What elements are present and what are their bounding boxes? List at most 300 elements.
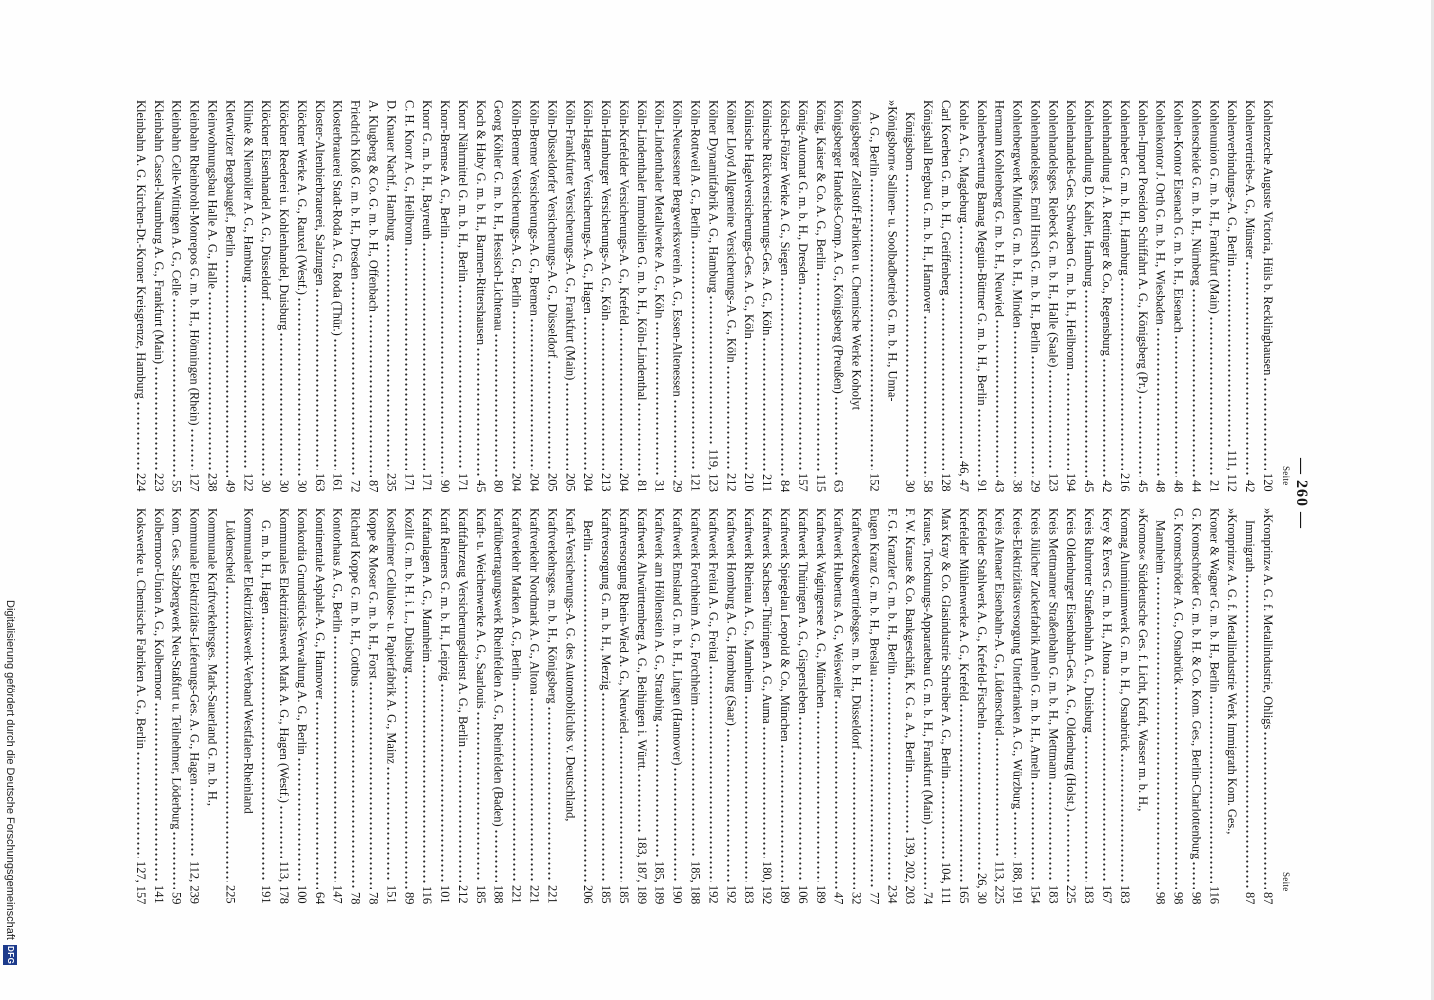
dot-leader: [399, 247, 417, 470]
index-entry: [525, 508, 543, 904]
entry-page-numbers: 100: [294, 885, 309, 904]
entry-page-numbers: 80: [491, 479, 506, 492]
index-entry: [614, 508, 632, 904]
dot-leader: [310, 288, 328, 471]
index-entry: [668, 508, 686, 904]
dot-leader: [972, 731, 990, 870]
entry-page-numbers: 115: [813, 473, 828, 492]
entry-name: Kraft- u. Weichenwerke A. G., Saarlouis: [473, 508, 488, 709]
entry-page-numbers: 77: [867, 891, 882, 904]
index-entry: [847, 508, 865, 904]
dot-leader: [346, 689, 364, 889]
entry-name: Kraftversorgung Rhein-Wied A. G., Neuwied: [616, 508, 631, 734]
entry-page-numbers: 127, 157: [133, 860, 148, 904]
digitization-footer: [3, 600, 17, 965]
entry-name: »Kronprinz« A. G. f. Metallindustrie Werk Immigrath Kom. Ges.,: [1225, 508, 1240, 835]
dot-leader: [310, 701, 328, 888]
index-entry: [650, 508, 668, 904]
index-entry: [1187, 508, 1205, 904]
index-entry: [686, 508, 704, 904]
dot-leader: [829, 700, 847, 888]
entry-name: Kohlenhandels-Ges. Schwaben G. m. b. H., Heilbronn: [1064, 100, 1079, 370]
index-entry: [1151, 100, 1169, 492]
index-entry: [668, 100, 686, 492]
dot-leader: [149, 702, 167, 883]
entry-name: Kommunale Elektrizitäts-Lieferungs-Ges. A. G., Hagen: [187, 508, 202, 785]
entry-page-numbers: 216: [1117, 473, 1132, 492]
entry-page-numbers: 171: [402, 473, 417, 492]
dot-leader: [739, 341, 757, 471]
dot-leader: [525, 697, 543, 883]
index-entry: [471, 508, 489, 904]
seite-header-left-column: Seite: [1281, 466, 1291, 486]
index-entry: [1169, 100, 1187, 492]
dot-leader: [1169, 335, 1187, 477]
dot-leader: [1008, 811, 1026, 858]
index-entry: [1008, 100, 1026, 492]
entry-page-numbers: 30: [259, 479, 274, 492]
dot-leader: [668, 767, 686, 882]
index-column-right: [131, 508, 1277, 904]
index-entry: [1258, 508, 1276, 904]
entry-page-numbers: 81: [634, 479, 649, 492]
dot-leader: [829, 396, 847, 477]
dot-leader: [346, 281, 364, 476]
entry-name: Königsberger Handels-Comp. A. G., Königsberg (Preußen): [831, 100, 846, 394]
entry-page-numbers: 55: [169, 479, 184, 492]
entry-name: Kölner Dynamitfabrik A. G., Hamburg: [706, 100, 721, 293]
dot-leader: [417, 242, 435, 471]
index-entry: [274, 508, 292, 904]
dot-leader: [185, 787, 203, 858]
index-entry: [865, 508, 883, 904]
index-entry: [990, 100, 1008, 492]
entry-name: Kostheimer Cellulose- u. Papierfabrik A. G., Mainz: [384, 508, 399, 765]
dot-leader: [1026, 355, 1044, 477]
index-entry: [1097, 508, 1115, 904]
entry-page-numbers: 191: [259, 885, 274, 904]
entry-page-numbers: 112, 239: [187, 861, 202, 904]
entry-page-numbers: 45: [1135, 479, 1150, 492]
entry-name: Königsborn: [903, 112, 918, 171]
entry-name: Königshall Bergbau G. m. b. H., Hannover: [921, 100, 936, 313]
dot-leader: [686, 240, 704, 470]
index-entry: [1258, 100, 1276, 492]
entry-name: Kraftwerk Wagingersee A. G., München: [813, 508, 828, 709]
entry-name: G. Kromschröder G. m. b. H. & Co. Kom. Ges., Berlin-Charlottenburg: [1189, 508, 1204, 860]
entry-name: Kraftfahrzeug Versicherungsdienst A. G., Berlin: [455, 508, 470, 747]
entry-name: Krefelder Stahlwerk A. G., Krefeld-Fischeln: [974, 508, 989, 729]
entry-page-numbers: 183, 187, 189: [634, 835, 649, 904]
index-entry: [775, 508, 793, 904]
index-entry: [507, 508, 525, 904]
index-entry: [542, 508, 560, 904]
dot-leader: [131, 401, 149, 471]
index-entry: [793, 100, 811, 492]
dot-leader: [775, 277, 793, 476]
dot-leader: [990, 319, 1008, 477]
index-entry: [990, 508, 1008, 904]
entry-name: Kraftwerk Emsland G. m. b. H., Lingen (Hannover): [670, 508, 685, 766]
entry-name: Königsberger Zellstoff-Fabriken u. Chemische Werke Koholyt: [849, 100, 864, 411]
entry-name: F. W. Krause & Co. Bankgeschäft, K. G. a. A., Berlin: [903, 508, 918, 773]
dot-leader: [614, 735, 632, 882]
entry-name: Kommunale Kraftverkehrsges. Mark-Sauerland G. m. b. H.,: [205, 508, 220, 806]
entry-page-numbers: 204: [509, 473, 524, 492]
entry-page-numbers: 78: [366, 891, 381, 904]
dot-leader: [1151, 576, 1169, 889]
index-entry: [954, 508, 972, 904]
entry-page-numbers: 113, 225: [992, 861, 1007, 904]
dot-leader: [364, 314, 382, 477]
entry-name: Kraftanlagen A. G., Mannheim: [420, 508, 435, 663]
index-entry: [1097, 100, 1115, 492]
dot-leader: [954, 703, 972, 882]
entry-name: Kreis Oldenburger Eisenbahn-Ges. A. G., Oldenburg (Holst.): [1064, 508, 1079, 812]
entry-name: Kroner & Wagner G. m. b. H., Berlin: [1207, 508, 1222, 693]
entry-name: Kohle A. G., Magdeburg: [956, 100, 971, 223]
dot-leader: [1258, 731, 1276, 888]
index-entry: [1187, 100, 1205, 492]
dot-leader: [435, 683, 453, 882]
entry-name: Köln-Frankfurter Versicherungs-A. G., Frankfurt (Main): [563, 100, 578, 381]
index-entry: [829, 100, 847, 492]
index-entry: [596, 100, 614, 492]
dot-leader: [381, 766, 399, 882]
entry-page-numbers: 104, 111: [938, 861, 953, 904]
entry-page-numbers: 87: [1261, 891, 1276, 904]
index-entry: [328, 508, 346, 904]
page-number: — 260 —: [1293, 458, 1310, 529]
entry-page-numbers: 204: [581, 473, 596, 492]
index-entry: [1133, 100, 1151, 492]
entry-name: Köln-Bremer Versicherungs-A. G., Bremen: [527, 100, 542, 316]
index-entry: [704, 100, 722, 492]
entry-name: Kohlenbewertung Bamag Meguin-Büttner G. m. b. H., Berlin: [974, 100, 989, 406]
entry-page-numbers: 161: [330, 473, 345, 492]
index-entry: [149, 100, 167, 492]
dot-leader: [578, 553, 596, 882]
index-entry: [1061, 100, 1079, 492]
index-entry: [1222, 508, 1240, 904]
entry-page-numbers: 84: [777, 479, 792, 492]
entry-name: C. H. Knorr A. G., Heilbronn: [402, 100, 417, 246]
entry-name: Klöckner Werke A. G., Rauxel (Westf.): [294, 100, 309, 295]
entry-name: Kohlenscheide G. m. b. H., Nürnberg: [1189, 100, 1204, 286]
entry-page-numbers: 221: [509, 885, 524, 904]
index-entry: [525, 100, 543, 492]
index-entry: [167, 508, 185, 904]
entry-page-numbers: 21: [1207, 479, 1222, 492]
dot-leader: [471, 347, 489, 477]
index-entry: [1043, 508, 1061, 904]
entry-name: Köln-Hamburger Versicherungs-A. G., Köln: [599, 100, 614, 321]
entry-page-numbers: 183: [742, 885, 757, 904]
entry-page-numbers: 185: [616, 885, 631, 904]
index-entry: [721, 508, 739, 904]
entry-name: Kreis-Elektrizitätsversorgung Unterfranken A. G., Würzburg: [1010, 508, 1025, 810]
entry-page-numbers: 205: [545, 473, 560, 492]
index-entry: [1204, 508, 1222, 904]
entry-page-numbers: 213: [599, 473, 614, 492]
index-entry: [936, 100, 954, 492]
entry-name: Richard Koppe G. m. b. H., Cottbus: [348, 508, 363, 687]
index-entry: [1222, 100, 1240, 492]
entry-page-numbers: 48: [1153, 479, 1168, 492]
entry-name: Kohlen-Import Poseidon Schiffahrt A. G., Königsberg (Pr.): [1135, 100, 1150, 394]
entry-page-numbers: 91: [974, 479, 989, 492]
entry-name: Georg Köhler G. m. b. H., Hessisch-Lichtenau: [491, 100, 506, 331]
entry-name: Kokswerke u. Chemische Fabriken A. G., Berlin: [133, 508, 148, 749]
entry-name: Berlin: [581, 520, 596, 551]
dot-leader: [489, 829, 507, 883]
index-entry: [185, 508, 203, 904]
index-entry-continuation: [220, 508, 238, 904]
dot-leader: [292, 757, 310, 883]
dot-leader: [220, 259, 238, 477]
entry-page-numbers: 204: [616, 473, 631, 492]
entry-page-numbers: 122: [241, 473, 256, 492]
dot-leader: [793, 716, 811, 883]
dot-leader: [453, 284, 471, 470]
entry-name: Kraftwerk Thüringen A. G., Gispersleben: [795, 508, 810, 714]
dot-leader: [542, 706, 560, 883]
entry-name: Krefelder Mühlenwerke A. G., Krefeld: [956, 508, 971, 702]
dot-leader: [811, 272, 829, 471]
index-entry: [399, 100, 417, 492]
dot-leader: [775, 744, 793, 883]
dot-leader: [1187, 288, 1205, 477]
dot-leader: [256, 616, 274, 882]
entry-name: Knorr G. m. b. H., Bayreuth: [420, 100, 435, 240]
dot-leader: [399, 675, 417, 889]
entry-page-numbers: 47: [831, 891, 846, 904]
entry-name: Konkordia Grundstücks-Verwaltung A. G., Berlin: [294, 508, 309, 755]
entry-page-numbers: 210: [742, 473, 757, 492]
entry-name: Hermann Kohlenberg G. m. b. H., Neuwied: [992, 100, 1007, 317]
footer-text: Digitalisierung gefördert durch die Deutsche Forschungsgemeinschaft: [4, 600, 16, 940]
entry-page-numbers: 38: [1010, 479, 1025, 492]
dot-leader: [1115, 753, 1133, 882]
entry-name: Eugen Kranz G. m. b. H., Breslau: [867, 508, 882, 676]
entry-page-numbers: 111, 112: [1225, 450, 1240, 492]
dot-leader: [220, 585, 238, 882]
entry-name: Kraftverkehr Nordmark A. G., Altona: [527, 508, 542, 695]
dot-leader: [632, 773, 650, 832]
index-entry: [972, 508, 990, 904]
entry-page-numbers: 119, 123: [706, 449, 721, 492]
dfg-logo-icon: DFG: [3, 945, 17, 965]
index-entry: [1079, 100, 1097, 492]
entry-name: Krause, Trocknungs-Apparatebau G. m. b. H., Frankfurt (Main): [921, 508, 936, 825]
dot-leader: [650, 723, 668, 857]
entry-name: Kraftwerk Rheinau A. G., Mannheim: [742, 508, 757, 693]
entry-page-numbers: 121: [688, 473, 703, 492]
entry-name: Kohlenzeche Auguste Victoria, Hüls b. Recklinghausen: [1261, 100, 1276, 376]
entry-page-numbers: 48: [1171, 479, 1186, 492]
index-entry: [507, 100, 525, 492]
entry-page-numbers: 147: [330, 885, 345, 904]
entry-page-numbers: 58: [921, 479, 936, 492]
entry-page-numbers: 32: [849, 891, 864, 904]
entry-page-numbers: 188, 191: [1010, 860, 1025, 904]
entry-name: Kraft-Versicherungs-A. G. des Automobilclubs v. Deutschland,: [563, 508, 578, 822]
entry-page-numbers: 116: [420, 885, 435, 904]
dot-leader: [542, 360, 560, 471]
entry-name: Köln-Lindenthaler Metallwerke A. G., Köln: [652, 100, 667, 319]
entry-page-numbers: 192: [724, 885, 739, 904]
dot-leader: [793, 286, 811, 470]
index-entry: [310, 100, 328, 492]
entry-page-numbers: 63: [831, 479, 846, 492]
dot-leader: [131, 751, 149, 858]
entry-page-numbers: 128: [938, 473, 953, 492]
index-entry: [578, 100, 596, 492]
index-entry: [203, 100, 221, 492]
entry-page-numbers: 123: [1046, 473, 1061, 492]
entry-page-numbers: 74: [921, 891, 936, 904]
entry-name: Köln-Rottweil A. G., Berlin: [688, 100, 703, 239]
dot-leader: [918, 826, 936, 888]
dot-leader: [882, 676, 900, 882]
entry-name: Kohlen-Kontor Eisenach G. m. b. H., Eisenach: [1171, 100, 1186, 333]
index-entry: [238, 508, 256, 904]
entry-name: Kontorhaus A. G., Berlin: [330, 508, 345, 633]
dot-leader: [686, 707, 704, 857]
index-entry-continuation: [865, 100, 883, 492]
entry-name: Knorr Nährmittel G. m. b. H., Berlin: [455, 100, 470, 283]
index-entry: [811, 508, 829, 904]
dot-leader: [1079, 735, 1097, 883]
entry-name: Kommunales Elektrizitätswerk Mark A. G., Hagen (Westf.): [277, 508, 292, 803]
index-entry: [632, 100, 650, 492]
dot-leader: [203, 291, 221, 470]
entry-name: Kommunaler Elektrizitätswerk-Verband Westfalen-Rheinland: [241, 508, 256, 814]
entry-name: Kraftverkehr Marken A. G., Berlin: [509, 508, 524, 681]
entry-name: Kohlenkontor J. Orth G. m. b. H., Wiesbaden: [1153, 100, 1168, 325]
entry-page-numbers: 192: [706, 885, 721, 904]
dot-leader: [292, 297, 310, 477]
entry-name: Kloster-Altenbierbrauerei, Salzungen: [312, 100, 327, 286]
entry-page-numbers: 151: [384, 885, 399, 904]
index-entry: [220, 100, 238, 492]
entry-page-numbers: 238: [205, 473, 220, 492]
index-entry: [721, 100, 739, 492]
entry-page-numbers: 183: [1046, 885, 1061, 904]
dot-leader: [167, 298, 185, 477]
entry-page-numbers: 185, 188: [688, 860, 703, 904]
entry-name: A. G., Berlin: [867, 112, 882, 177]
index-entry-continuation: [1240, 508, 1258, 904]
index-entry: [364, 100, 382, 492]
dot-leader: [381, 243, 399, 471]
dot-leader: [990, 737, 1008, 858]
entry-page-numbers: 171: [455, 473, 470, 492]
dot-leader: [1061, 372, 1079, 471]
dot-leader: [757, 726, 775, 858]
entry-name: Mannheim: [1153, 520, 1168, 574]
entry-name: König-Automat G. m. b. H., Dresden: [795, 100, 810, 285]
dot-leader: [704, 665, 722, 883]
dot-leader: [1204, 316, 1222, 477]
index-entry: [417, 100, 435, 492]
index-entry: [739, 508, 757, 904]
index-entry: [686, 100, 704, 492]
entry-page-numbers: 185: [473, 885, 488, 904]
dot-leader: [721, 728, 739, 883]
entry-page-numbers: 180, 192: [760, 860, 775, 904]
entry-page-numbers: 157: [795, 473, 810, 492]
dot-leader: [471, 711, 489, 883]
entry-page-numbers: 31: [652, 479, 667, 492]
entry-name: Kleinbahn Rheinbrohl-Monrepos G. m. b. H., Hönningen (Rhein): [187, 100, 202, 426]
index-entry: [238, 100, 256, 492]
entry-page-numbers: 189: [777, 885, 792, 904]
index-entry: [847, 100, 865, 492]
entry-name: Kleinbahn Cassel-Naumburg A. G., Frankfurt (Main): [151, 100, 166, 365]
index-entry: [453, 100, 471, 492]
index-entry: [131, 508, 149, 904]
dot-leader: [1079, 289, 1097, 477]
entry-name: Friedrich Kloß G. m. b. H., Dresden: [348, 100, 363, 280]
dot-leader: [507, 682, 525, 882]
dot-leader: [149, 366, 167, 470]
dot-leader: [238, 284, 256, 470]
entry-page-numbers: 221: [545, 885, 560, 904]
entry-name: Kraft Reimers G. m. b. H., Leipzig: [438, 508, 453, 682]
entry-page-numbers: 235: [384, 473, 399, 492]
dot-leader: [167, 831, 185, 888]
index-entry: [918, 508, 936, 904]
entry-page-numbers: 59: [169, 891, 184, 904]
dot-leader: [614, 327, 632, 471]
index-entry: [882, 100, 900, 492]
entry-page-numbers: 116: [1207, 885, 1222, 904]
entry-name: Kohlenverbindungs-A. G., Berlin: [1225, 100, 1240, 267]
entry-page-numbers: 49: [223, 479, 238, 492]
index-entry: [739, 100, 757, 492]
index-entry: [453, 508, 471, 904]
dot-leader: [525, 318, 543, 471]
dot-leader: [274, 805, 292, 858]
entry-name: Köln-Krefelder Versicherungs-A. G., Krefeld: [616, 100, 631, 325]
entry-name: Kraftwerk Forchheim A. G., Forchheim: [688, 508, 703, 706]
dot-leader: [1043, 781, 1061, 882]
entry-name: »Kronprinz« A. G. f. Metallindustrie, Ohligs: [1261, 508, 1276, 730]
entry-name: Kraftversorgung G. m. b. H., Merzig: [599, 508, 614, 691]
entry-page-numbers: 101: [438, 885, 453, 904]
index-entry: [918, 100, 936, 492]
entry-name: Kraftwerk Freital A. G., Freital: [706, 508, 721, 663]
entry-page-numbers: 204: [527, 473, 542, 492]
index-entry: [882, 508, 900, 904]
entry-page-numbers: 190: [670, 885, 685, 904]
dot-leader: [1061, 813, 1079, 882]
index-entry: [346, 508, 364, 904]
entry-name: Klinke & Niemöller A. G., Hamburg: [241, 100, 256, 283]
index-entry: [149, 508, 167, 904]
entry-page-numbers: 183: [1117, 885, 1132, 904]
entry-name: Kleinbahn Celle-Wittingen A. G., Celle: [169, 100, 184, 296]
index-entry: [435, 100, 453, 492]
entry-name: Kleinbahn A. G. Kirchen-Dt.-Kroner Kreisgrenze, Hamburg: [133, 100, 148, 399]
index-entry: [1240, 100, 1258, 492]
dot-leader: [185, 428, 203, 471]
index-entry: [131, 100, 149, 492]
dot-leader: [757, 337, 775, 470]
dot-leader: [865, 678, 883, 889]
index-entry: [292, 100, 310, 492]
